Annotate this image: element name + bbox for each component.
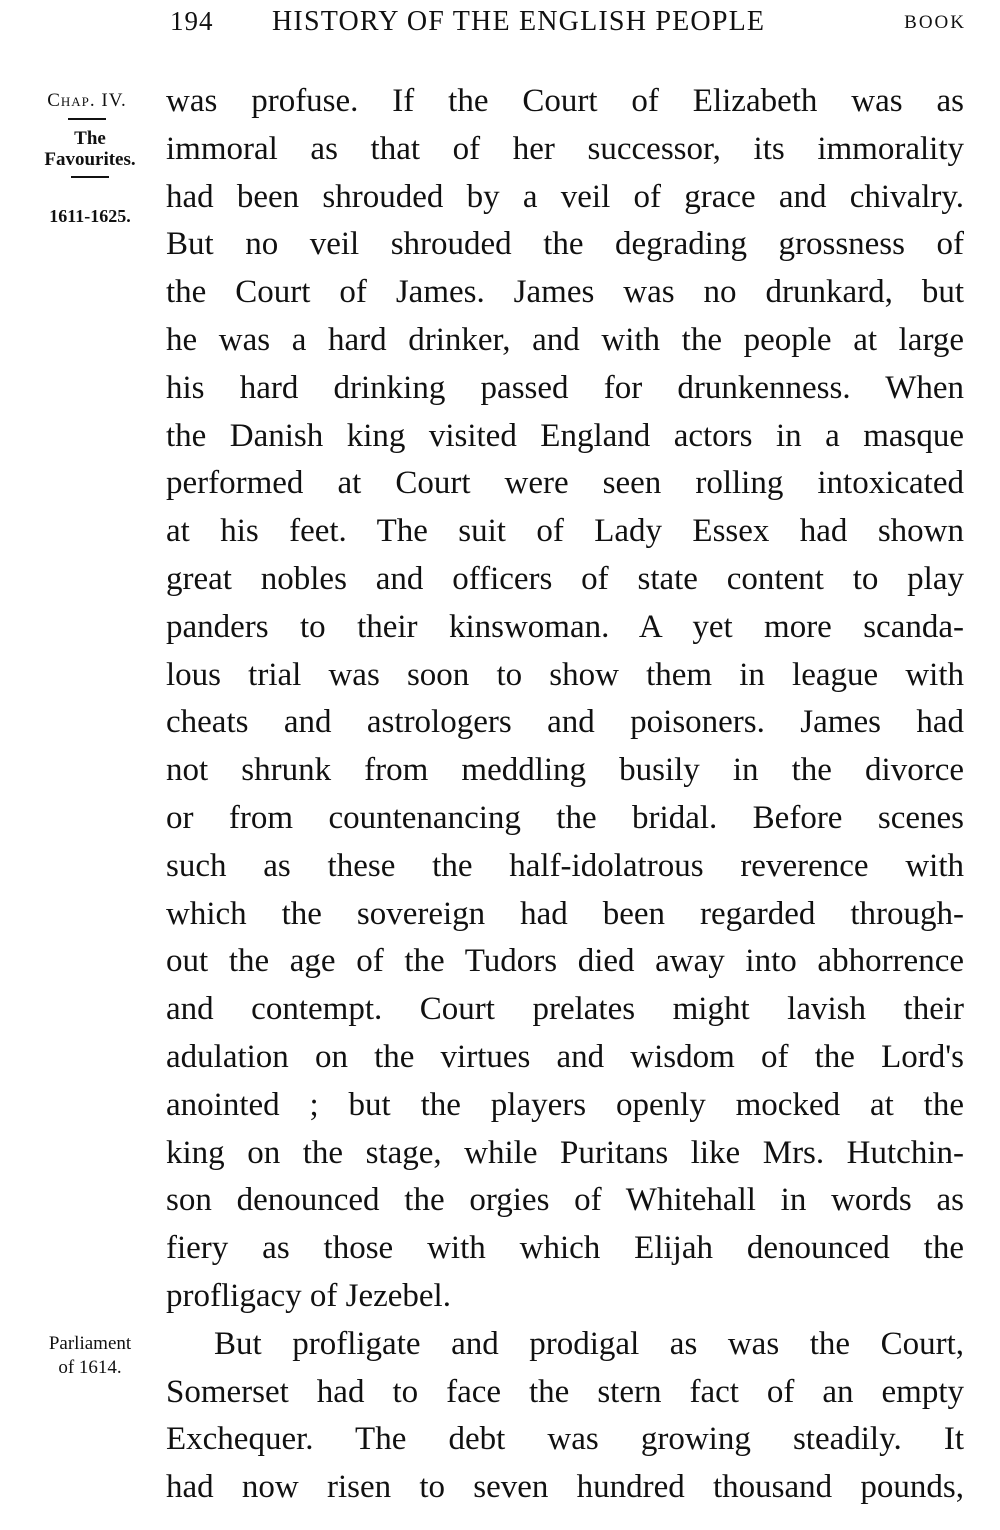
text-line: lous trial was soon to show them in league with <box>166 656 964 693</box>
text-line: profligacy of Jezebel. <box>166 1277 451 1314</box>
text-line: performed at Court were seen rolling intoxicated <box>166 465 964 502</box>
text-line: Somerset had to face the stern fact of an empty <box>166 1373 964 1410</box>
running-title: HISTORY OF THE ENGLISH PEOPLE <box>272 6 766 37</box>
text-line: at his feet. The suit of Lady Essex had shown <box>166 513 964 550</box>
text-line: he was a hard drinker, and with the people at large <box>166 321 964 358</box>
text-line: Exchequer. The debt was growing steadily. It <box>166 1421 964 1458</box>
text-line: anointed ; but the players openly mocked at the <box>166 1086 964 1123</box>
topic-line-2: Favourites. <box>44 149 136 170</box>
text-line: great nobles and officers of state content to play <box>166 560 964 597</box>
text-line: king on the stage, while Puritans like Mrs. Hutchin- <box>166 1134 964 1171</box>
text-line: the Danish king visited England actors in a masque <box>166 417 964 454</box>
text-line: adulation on the virtues and wisdom of the Lord's <box>166 1038 964 1075</box>
parliament-line-2: of 1614. <box>58 1357 122 1378</box>
text-line: such as these the half-idolatrous reverence with <box>166 847 964 884</box>
margin-rule-2 <box>71 176 109 178</box>
book-label: BOOK <box>904 12 966 33</box>
text-line: his hard drinking passed for drunkenness. When <box>166 369 964 406</box>
margin-chapter-label <box>22 90 152 125</box>
text-line: had now risen to seven hundred thousand pounds, <box>166 1469 964 1506</box>
text-line: was profuse. If the Court of Elizabeth was as <box>166 83 964 119</box>
text-line: the Court of James. James was no drunkard, but <box>166 274 964 311</box>
text-line: But no veil shrouded the degrading grossness of <box>166 226 964 263</box>
text-line: not shrunk from meddling busily in the divorce <box>166 752 964 789</box>
text-line: fiery as those with which Elijah denounced the <box>166 1230 964 1267</box>
page-header <box>0 2 1000 42</box>
margin-parliament-label <box>15 1332 165 1380</box>
text-line: But profligate and prodigal as was the Court, <box>214 1325 964 1362</box>
text-line: son denounced the orgies of Whitehall in words as <box>166 1182 964 1219</box>
parliament-line-1: Parliament <box>48 1333 132 1354</box>
margin-date-label: 1611-1625. <box>49 206 131 226</box>
text-line: panders to their kinswoman. A yet more scanda- <box>166 608 964 645</box>
margin-rule <box>68 118 106 120</box>
text-line: which the sovereign had been regarded through- <box>166 895 964 932</box>
margin-topic-label <box>15 128 165 183</box>
text-line: and contempt. Court prelates might lavish their <box>166 991 964 1028</box>
text-line: or from countenancing the bridal. Before scenes <box>166 799 964 836</box>
text-line: had been shrouded by a veil of grace and chivalry. <box>166 178 964 215</box>
text-line: out the age of the Tudors died away into abhorrence <box>166 943 964 980</box>
text-line: cheats and astrologers and poisoners. James had <box>166 704 964 741</box>
body-text <box>166 78 964 1512</box>
topic-line-1: The <box>74 128 106 149</box>
page-number: 194 <box>170 6 214 36</box>
text-line: immoral as that of her successor, its immorality <box>166 130 964 167</box>
chapter-label: Chap. IV. <box>47 90 127 111</box>
